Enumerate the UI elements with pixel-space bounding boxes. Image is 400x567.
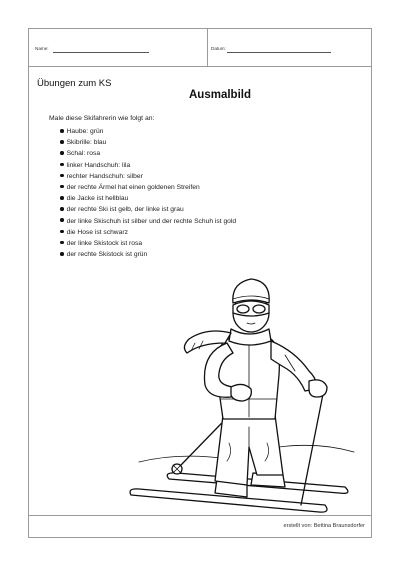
subject-heading: Übungen zum KS bbox=[37, 78, 112, 89]
date-field[interactable] bbox=[227, 52, 331, 53]
bullet-icon bbox=[60, 218, 64, 222]
header-row bbox=[29, 29, 371, 67]
footer-row bbox=[29, 515, 371, 537]
list-item: rechter Handschuh: silber bbox=[60, 171, 236, 182]
bullet-icon bbox=[60, 230, 64, 234]
list-item: der rechte Skistock ist grün bbox=[60, 249, 236, 260]
bullet-icon bbox=[60, 163, 64, 167]
name-field[interactable] bbox=[53, 52, 149, 53]
list-item: Skibrille: blau bbox=[60, 137, 236, 148]
list-item: der linke Skistock ist rosa bbox=[60, 238, 236, 249]
bullet-icon bbox=[60, 241, 64, 245]
bullet-icon bbox=[60, 140, 64, 144]
list-item: der rechte Ski ist gelb, der linke ist grau bbox=[60, 204, 236, 215]
bullet-icon bbox=[60, 196, 64, 200]
bullet-icon bbox=[60, 207, 64, 211]
intro-text: Male diese Skifahrerin wie folgt an: bbox=[49, 115, 155, 122]
list-item: der linke Skischuh ist silber und der rechte Schuh ist gold bbox=[60, 216, 236, 227]
bullet-icon bbox=[60, 151, 64, 155]
list-item: die Jacke ist hellblau bbox=[60, 193, 236, 204]
name-label: Name: bbox=[35, 46, 49, 51]
list-item: Haube: grün bbox=[60, 126, 236, 137]
list-item: der rechte Ärmel hat einen goldenen Streifen bbox=[60, 182, 236, 193]
date-label: Datum: bbox=[211, 46, 226, 51]
list-item: linker Handschuh: lila bbox=[60, 160, 236, 171]
bullet-icon bbox=[60, 174, 64, 178]
worksheet-page bbox=[28, 28, 372, 538]
author-credit: erstellt von: Bettina Braunsdorfer bbox=[283, 523, 365, 529]
list-item: Schal: rosa bbox=[60, 148, 236, 159]
header-divider bbox=[207, 29, 208, 67]
bullet-icon bbox=[60, 252, 64, 256]
instruction-list bbox=[60, 126, 236, 260]
bullet-icon bbox=[60, 129, 64, 133]
skier-drawing-icon bbox=[119, 247, 359, 522]
list-item: die Hose ist schwarz bbox=[60, 227, 236, 238]
page-title: Ausmalbild bbox=[189, 89, 251, 101]
bullet-icon bbox=[60, 185, 64, 189]
